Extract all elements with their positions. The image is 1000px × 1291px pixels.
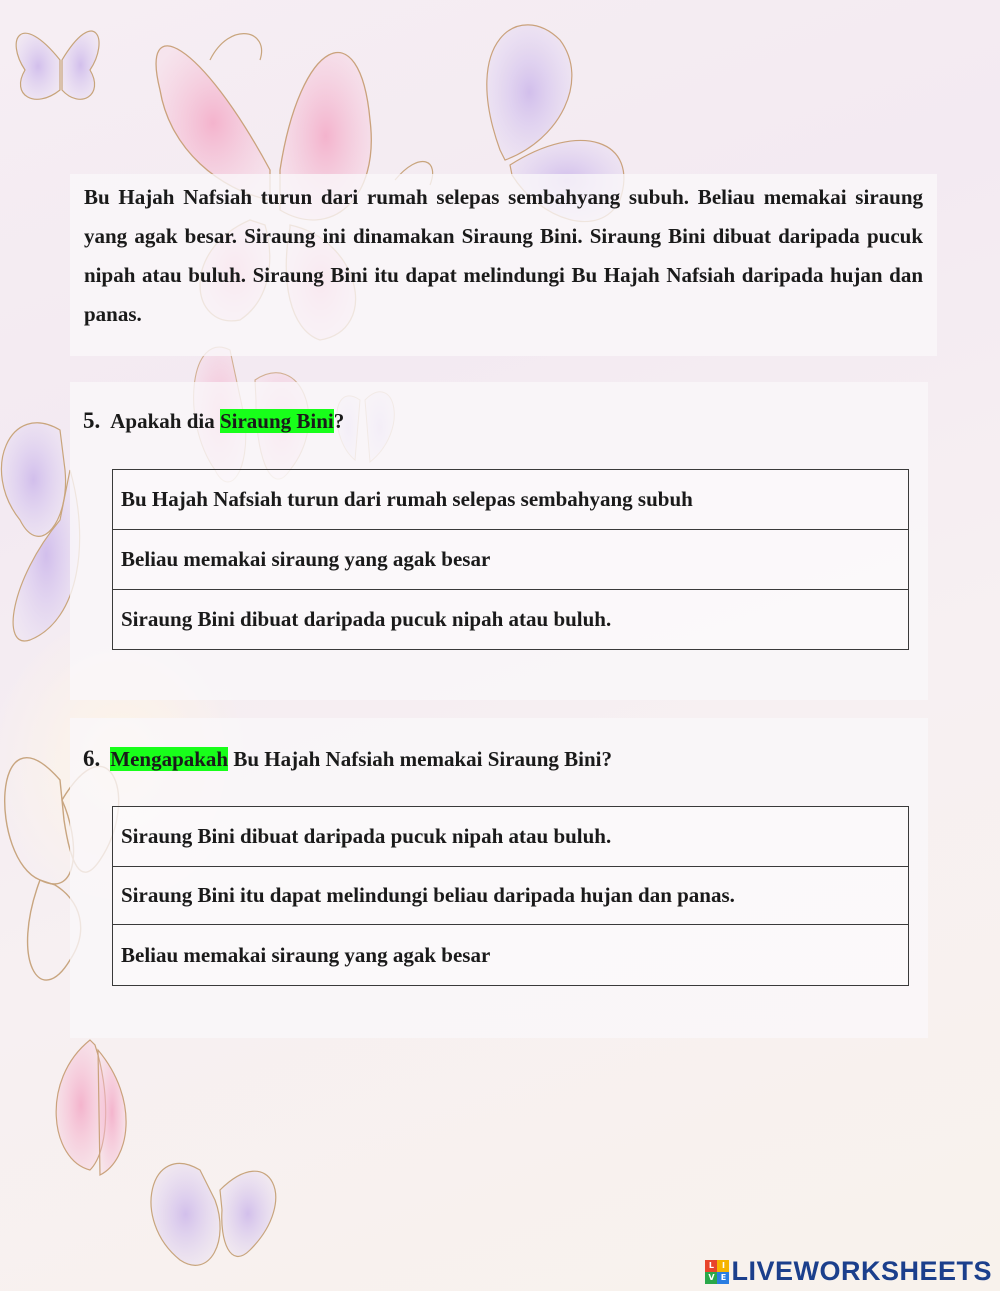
answer-option[interactable]: Siraung Bini itu dapat melindungi beliau daripada hujan dan panas. [113, 867, 908, 925]
answer-options [112, 469, 909, 650]
answer-option[interactable]: Bu Hajah Nafsiah turun dari rumah selepas sembahyang subuh [113, 470, 908, 530]
liveworksheets-brand [705, 1256, 992, 1287]
liveworksheets-logo-icon: L I V E [705, 1260, 729, 1284]
answer-option[interactable]: Beliau memakai siraung yang agak besar [113, 530, 908, 590]
question-5-text: 5. Apakah dia Siraung Bini? [83, 408, 345, 433]
question-number: 5. [83, 408, 101, 433]
question-5-panel [70, 382, 928, 700]
highlighted-keyword: Mengapakah [110, 747, 229, 771]
butterfly-icon [56, 1040, 126, 1175]
butterfly-icon [16, 31, 99, 99]
butterfly-icon [151, 1163, 276, 1265]
question-6-panel [70, 718, 928, 1038]
butterfly-icon [1, 423, 79, 641]
question-6-text: 6. Mengapakah Bu Hajah Nafsiah memakai Siraung Bini? [83, 746, 613, 771]
question-number: 6. [83, 746, 101, 771]
highlighted-keyword: Siraung Bini [219, 409, 334, 433]
brand-name: LIVEWORKSHEETS [731, 1256, 992, 1286]
answer-options [112, 806, 909, 986]
passage-text: Bu Hajah Nafsiah turun dari rumah selepas sembahyang subuh. Beliau memakai siraung yang agak besar. Siraung ini dinamakan Siraung Bini. Siraung Bini dibuat daripada pucuk nipah atau buluh. Siraung Bini itu dapat melindungi Bu Hajah Nafsiah daripada hujan dan panas. [84, 185, 923, 326]
answer-option[interactable]: Siraung Bini dibuat daripada pucuk nipah atau buluh. [113, 807, 908, 867]
passage-panel [70, 174, 937, 356]
answer-option[interactable]: Siraung Bini dibuat daripada pucuk nipah atau buluh. [121, 607, 612, 631]
answer-option[interactable]: Beliau memakai siraung yang agak besar [121, 942, 491, 967]
